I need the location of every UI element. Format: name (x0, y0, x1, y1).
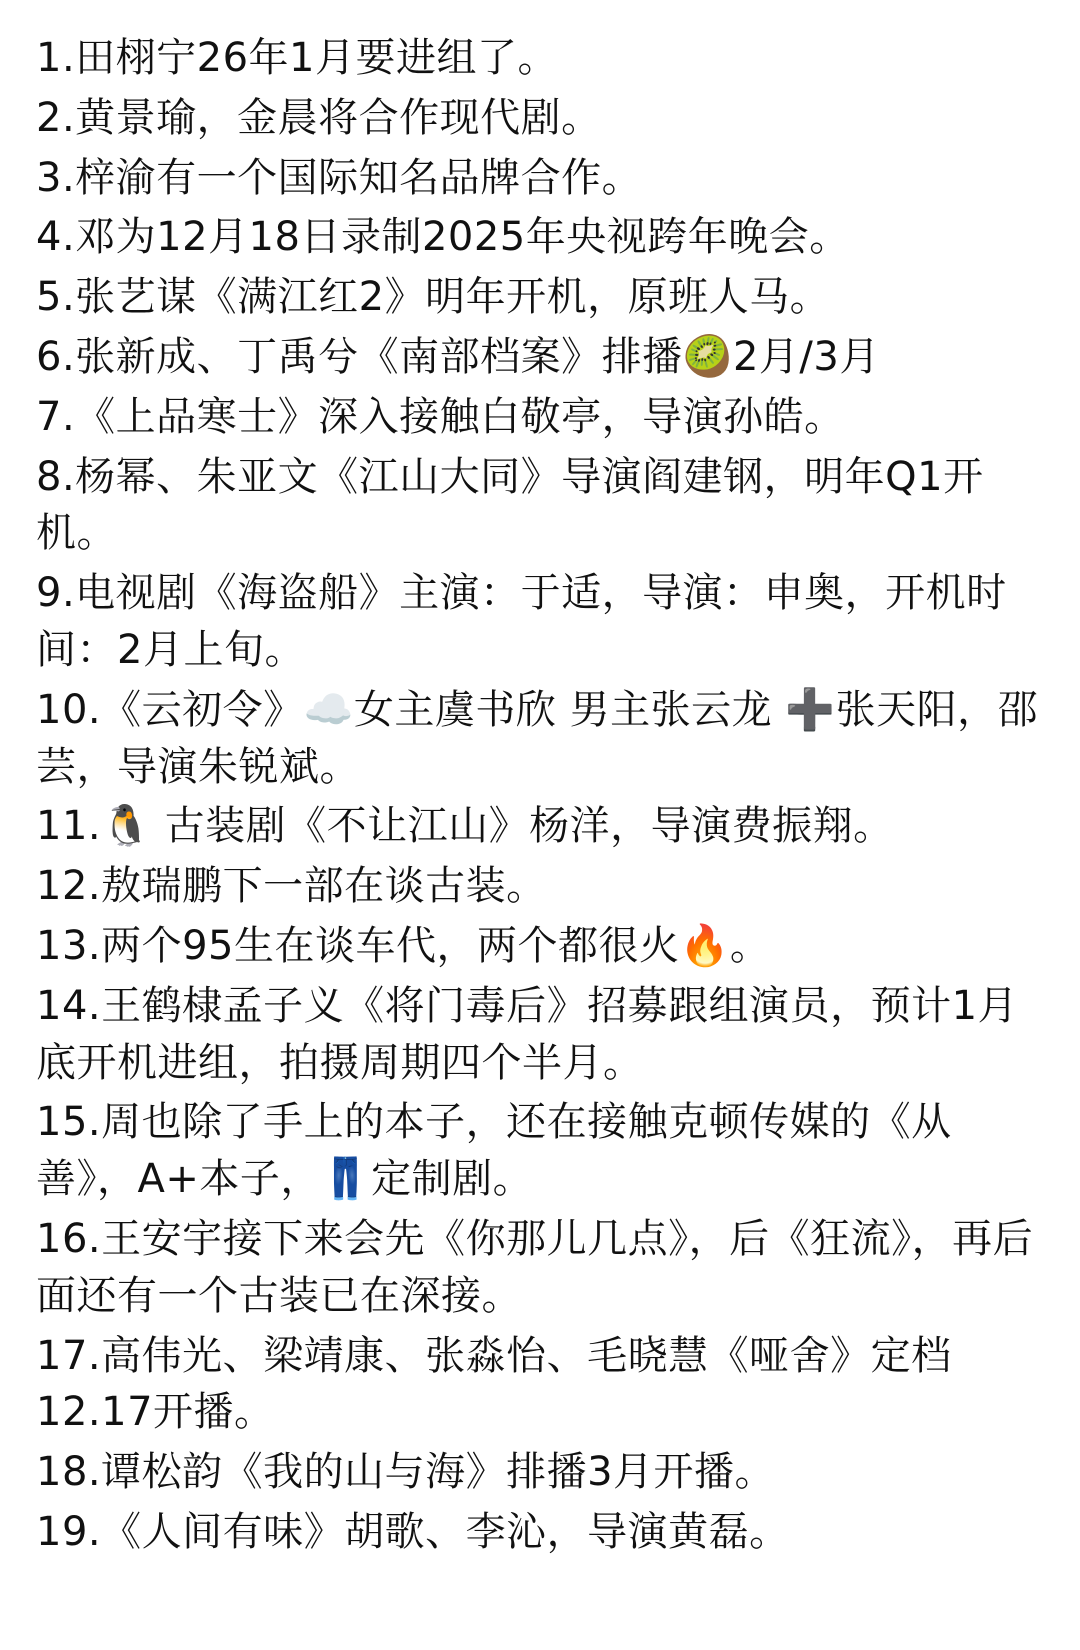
list-item: 11.🐧 古装剧《不让江山》杨洋，导演费振翔。 (36, 803, 894, 850)
list-item: 4.邓为12月18日录制2025年央视跨年晚会。 (36, 214, 850, 261)
list-item: 1.田栩宁26年1月要进组了。 (36, 35, 559, 81)
list-item: 15.周也除了手上的本子，还在接触克顿传媒的《从善》，A+本子，👖定制剧。 (36, 1099, 952, 1203)
list-item: 12.敖瑞鹏下一部在谈古装。 (36, 863, 547, 910)
list-item: 13.两个95生在谈车代，两个都很火🔥。 (36, 922, 771, 969)
list-item: 18.谭松韵《我的山与海》排播3月开播。 (36, 1449, 776, 1496)
list-item: 8.杨幂、朱亚文《江山大同》导演阎建钢，明年Q1开机。 (36, 453, 984, 557)
list-item: 14.王鹤棣孟子义《将门毒后》招募跟组演员，预计1月底开机进组，拍摄周期四个半月。 (36, 982, 1019, 1086)
list-item: 16.王安宇接下来会先《你那儿几点》，后《狂流》，再后面还有一个古装已在深接。 (36, 1215, 1034, 1319)
list-item: 6.张新成、丁禹兮《南部档案》排播🥝2月/3月 (36, 333, 880, 380)
list-item: 10.《云初令》☁️女主虞书欣 男主张云龙 ➕张天阳，邵芸，导演朱锐斌。 (36, 686, 1039, 790)
list-item: 7.《上品寒士》深入接触白敬亭，导演孙皓。 (36, 393, 845, 440)
note-list (36, 30, 1044, 1561)
list-item: 19.《人间有味》胡歌、李沁，导演黄磊。 (36, 1508, 790, 1555)
list-item: 17.高伟光、梁靖康、张淼怡、毛晓慧《哑舍》定档12.17开播。 (36, 1332, 952, 1436)
list-item: 9.电视剧《海盗船》主演：于适，导演：申奥，开机时间：2月上旬。 (36, 570, 1007, 673)
list-item: 3.梓渝有一个国际知名品牌合作。 (36, 154, 643, 201)
list-item: 2.黄景瑜，金晨将合作现代剧。 (36, 94, 602, 141)
list-item: 5.张艺谋《满江红2》明年开机，原班人马。 (36, 274, 831, 321)
